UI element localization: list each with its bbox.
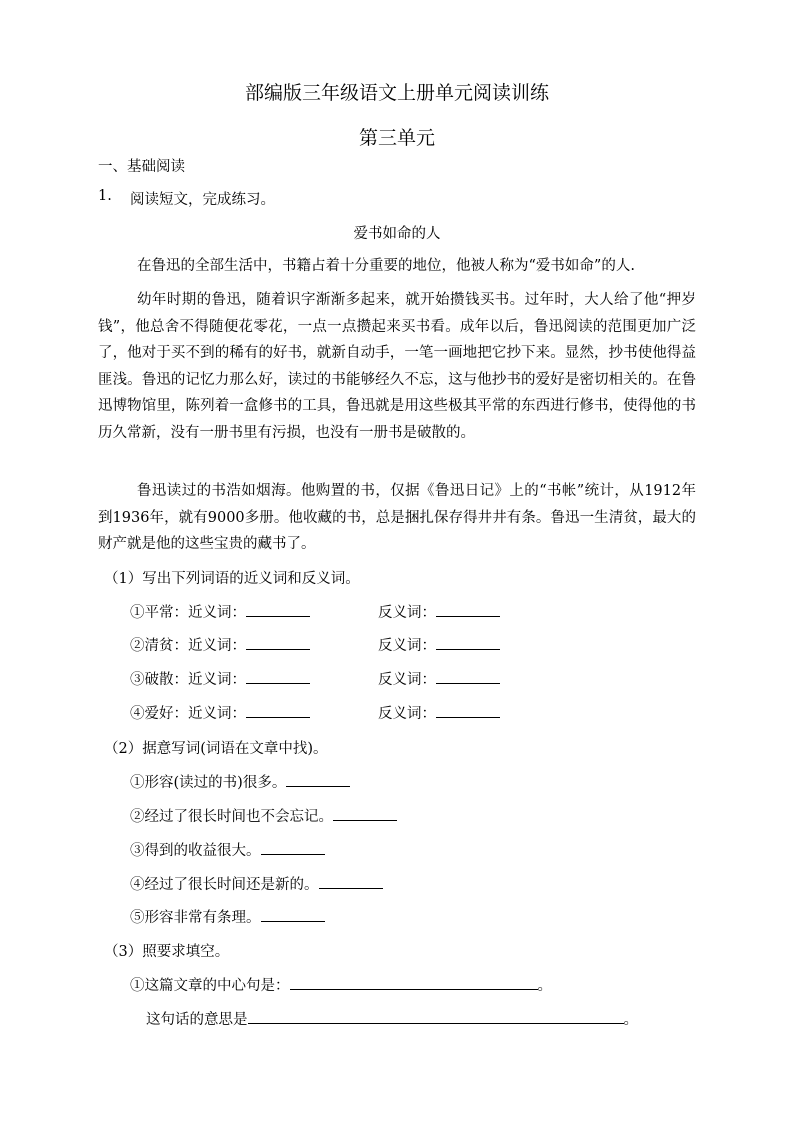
definition-text: ①形容(读过的书)很多。 (130, 775, 287, 791)
synonym-item (130, 668, 310, 689)
antonym-item (378, 702, 500, 723)
page-title: 部编版三年级语文上册单元阅读训练 (244, 82, 549, 104)
question-instruction: 阅读短文，完成练习。 (130, 192, 275, 208)
synonym-label: ①平常：近义词： (130, 605, 246, 621)
part2-heading: （2）据意写词(词语在文章中找)。 (104, 741, 328, 757)
answer-blank[interactable] (290, 975, 538, 990)
definition-text: ④经过了很长时间还是新的。 (130, 877, 319, 893)
synonym-label: ④爱好：近义词： (130, 706, 246, 722)
sentence-end: 。 (537, 978, 552, 994)
definition-text: ②经过了很长时间也不会忘记。 (130, 809, 333, 825)
central-sentence-label: ①这篇文章的中心句是： (130, 978, 290, 994)
answer-blank[interactable] (319, 874, 383, 889)
answer-blank[interactable] (246, 635, 310, 650)
part3-heading: （3）照要求填空。 (104, 944, 230, 960)
answer-blank[interactable] (436, 602, 500, 617)
synonym-item (130, 702, 310, 723)
answer-blank[interactable] (246, 602, 310, 617)
synonym-item (130, 634, 310, 655)
answer-blank[interactable] (248, 1009, 624, 1024)
question-number: 1. (98, 188, 112, 204)
meaning-item (146, 1008, 638, 1029)
answer-blank[interactable] (436, 669, 500, 684)
central-sentence-item (130, 974, 552, 995)
answer-blank[interactable] (436, 635, 500, 650)
antonym-label: 反义词： (378, 706, 436, 722)
passage-paragraph: 在鲁迅的全部生活中，书籍占着十分重要的地位，他被人称为“爱书如命”的人. (137, 258, 635, 274)
passage-paragraph: 鲁迅读过的书浩如烟海。他购置的书，仅据《鲁迅日记》上的“书帐”统计，从1912年到1936年，就有9000多册。他收藏的书，总是捆扎保存得井井有条。鲁迅一生清贫，最大的财产就是他的这些宝贵的藏书了。 (98, 483, 696, 552)
passage-paragraph: 幼年时期的鲁迅，随着识字渐渐多起来，就开始攒钱买书。过年时，大人给了他“押岁钱”，他总舍不得随便花零花，一点一点攒起来买书看。成年以后，鲁迅阅读的范围更加广泛了，他对于买不到的稀有的好书，就新自动手，一笔一画地把它抄下来。显然，抄书使他得益匪浅。鲁迅的记忆力那么好，读过的书能够经久不忘，这与他抄书的爱好是密切相关的。在鲁迅博物馆里，陈列着一盒修书的工具，鲁迅就是用这些极其平常的东西进行修书，使得他的书历久常新，没有一册书里有污损，也没有一册书是破散的。 (98, 292, 696, 441)
answer-blank[interactable] (333, 806, 397, 821)
sentence-end: 。 (623, 1012, 638, 1028)
definition-item (130, 906, 325, 927)
answer-blank[interactable] (436, 703, 500, 718)
antonym-item (378, 668, 500, 689)
part1-heading: （1）写出下列词语的近义词和反义词。 (104, 571, 360, 587)
section-heading: 一、基础阅读 (98, 159, 185, 175)
definition-item (130, 839, 325, 860)
synonym-label: ③破散：近义词： (130, 672, 246, 688)
synonym-label: ②清贫：近义词： (130, 638, 246, 654)
answer-blank[interactable] (261, 907, 325, 922)
answer-blank[interactable] (261, 840, 325, 855)
answer-blank[interactable] (246, 669, 310, 684)
definition-item (130, 771, 350, 792)
antonym-label: 反义词： (378, 605, 436, 621)
unit-title: 第三单元 (358, 127, 435, 149)
passage-title: 爱书如命的人 (353, 226, 441, 242)
answer-blank[interactable] (246, 703, 310, 718)
definition-text: ⑤形容非常有条理。 (130, 910, 261, 926)
antonym-label: 反义词： (378, 638, 436, 654)
definition-text: ③得到的收益很大。 (130, 843, 261, 859)
antonym-item (378, 634, 500, 655)
meaning-label: 这句话的意思是 (146, 1012, 248, 1028)
definition-item (130, 873, 383, 894)
answer-blank[interactable] (286, 772, 350, 787)
antonym-item (378, 601, 500, 622)
synonym-item (130, 601, 310, 622)
definition-item (130, 805, 397, 826)
antonym-label: 反义词： (378, 672, 436, 688)
